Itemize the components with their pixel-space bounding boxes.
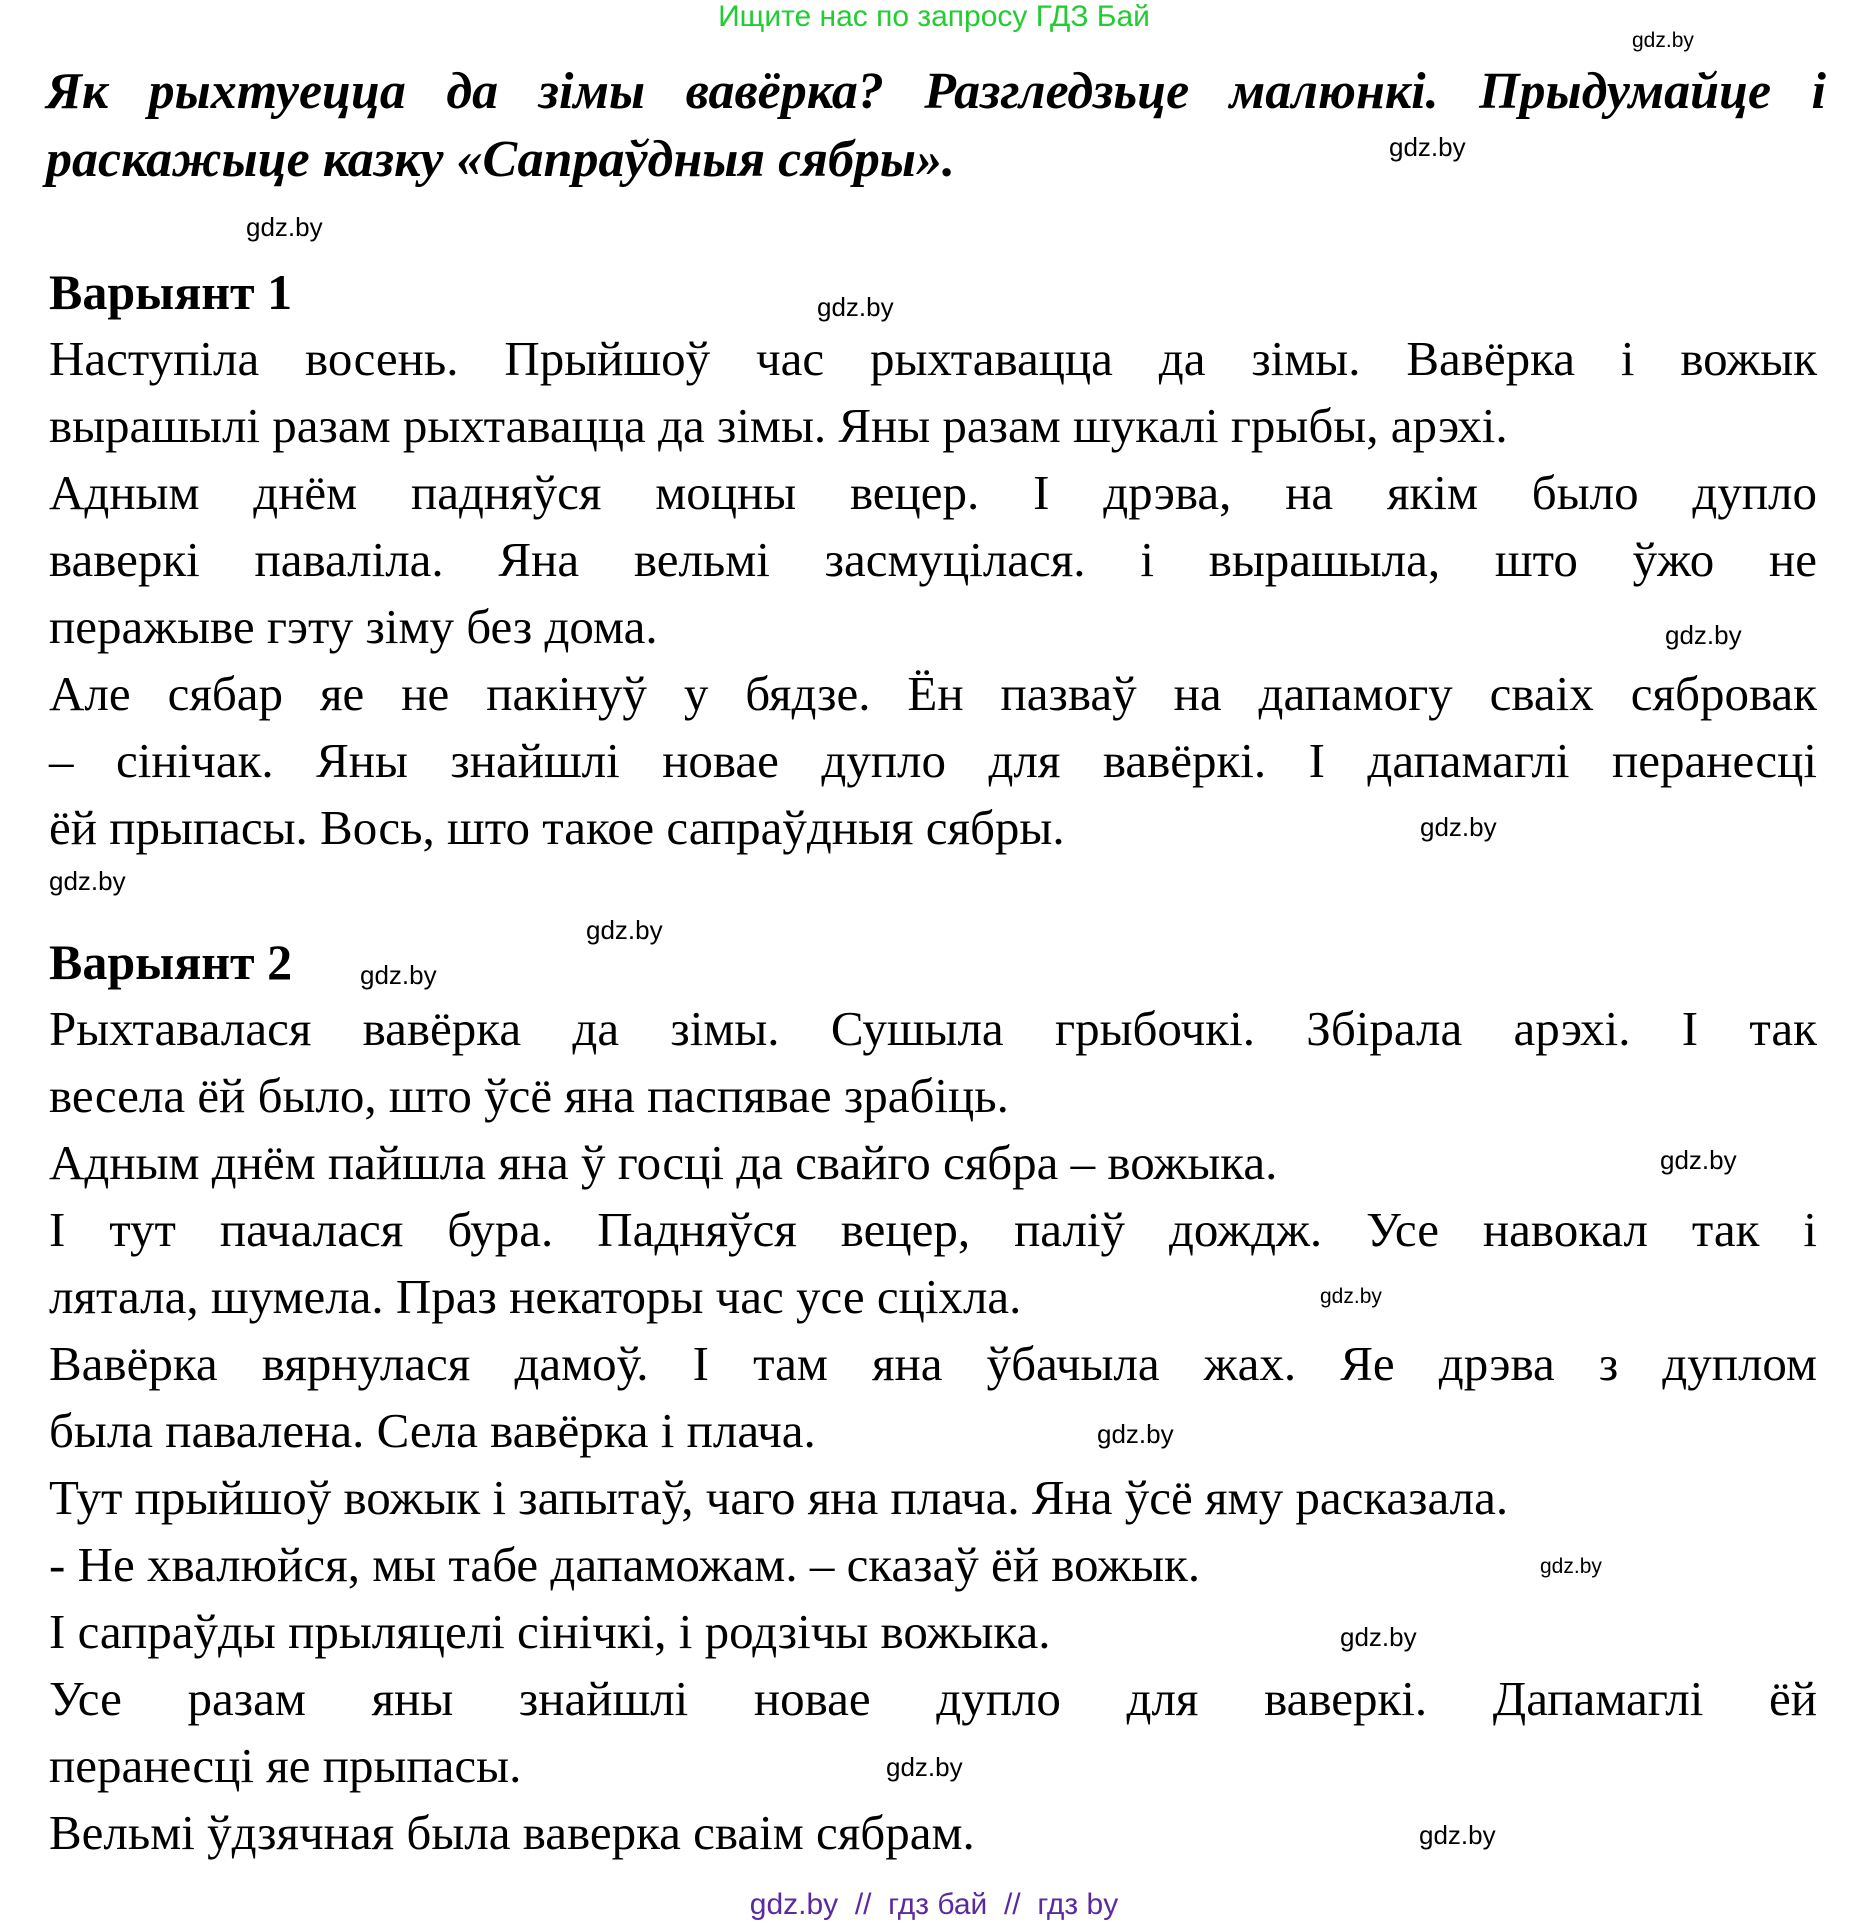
watermark: gdz.by	[1420, 812, 1497, 842]
watermark: gdz.by	[49, 866, 126, 896]
text-line: ваверкі паваліла. Яна вельмі засмуцілася. і вырашыла, што ўжо не	[49, 532, 1817, 587]
text-line: І тут пачалася бура. Падняўся вецер, паліў дождж. Усе навокал так і	[49, 1202, 1817, 1257]
watermark: gdz.by	[1097, 1419, 1174, 1449]
watermark: gdz.by	[1320, 1285, 1382, 1308]
text-line: - Не хвалюйся, мы табе дапаможам. – сказаў ёй вожык.	[49, 1537, 1201, 1592]
text-line: Вельмі ўдзячная была ваверка сваім сябрам.	[49, 1805, 975, 1860]
watermark: gdz.by	[1660, 1145, 1737, 1175]
text-line: ёй прыпасы. Вось, што такое сапраўдныя сябры.	[49, 800, 1065, 855]
text-line: Рыхтавалася вавёрка да зімы. Сушыла грыбочкі. Збірала арэхі. І так	[49, 1001, 1817, 1056]
watermark: gdz.by	[360, 960, 437, 990]
watermark: gdz.by	[1632, 29, 1694, 52]
text-line: – сінічак. Яны знайшлі новае дупло для вавёркі. І дапамаглі перанесці	[49, 733, 1817, 788]
title-line: раскажыце казку «Сапраўдныя сябры».	[46, 131, 955, 188]
footer-links: gdz.by // гдз бай // гдз by	[749, 1888, 1119, 1921]
text-line: Вавёрка вярнулася дамоў. І там яна ўбачыла жах. Яе дрэва з дуплом	[49, 1336, 1817, 1391]
task-title	[46, 58, 1826, 194]
variant1-heading: Варыянт 1	[49, 264, 293, 320]
watermark: gdz.by	[1419, 1820, 1496, 1850]
text-line: Тут прыйшоў вожык і запытаў, чаго яна плача. Яна ўсё яму расказала.	[49, 1470, 1509, 1525]
text-line: весела ёй было, што ўсё яна паспявае зрабіць.	[49, 1068, 1009, 1123]
watermark: gdz.by	[886, 1752, 963, 1782]
text-line: Наступіла восень. Прыйшоў час рыхтавацца да зімы. Вавёрка і вожык	[49, 331, 1817, 386]
variant2-heading: Варыянт 2	[49, 934, 293, 990]
variant1-text	[49, 325, 1817, 861]
text-line: вырашылі разам рыхтавацца да зімы. Яны разам шукалі грыбы, арэхі.	[49, 398, 1508, 453]
text-line: перанесці яе прыпасы.	[49, 1738, 522, 1793]
variant2-text	[49, 995, 1817, 1866]
text-line: Усе разам яны знайшлі новае дупло для ваверкі. Дапамаглі ёй	[49, 1671, 1817, 1726]
text-line: Адным днём пайшла яна ў госці да свайго сябра – вожыка.	[49, 1135, 1278, 1190]
title-line: Як рыхтуецца да зімы вавёрка? Разгледзьце малюнкі. Прыдумайце і	[46, 63, 1826, 120]
watermark: gdz.by	[1340, 1622, 1417, 1652]
text-line: была павалена. Села вавёрка і плача.	[49, 1403, 816, 1458]
watermark: gdz.by	[817, 292, 894, 322]
text-line: перажыве гэту зіму без дома.	[49, 599, 658, 654]
watermark: gdz.by	[246, 212, 323, 242]
text-line: Але сябар яе не пакінуў у бядзе. Ён пазваў на дапамогу сваіх сябровак	[49, 666, 1817, 721]
watermark: gdz.by	[1665, 620, 1742, 650]
watermark: gdz.by	[1540, 1555, 1602, 1578]
text-line: І сапраўды прыляцелі сінічкі, і родзічы вожыка.	[49, 1604, 1051, 1659]
search-hint-banner: Ищите нас по запросу ГДЗ Бай	[718, 0, 1150, 33]
watermark: gdz.by	[1389, 132, 1466, 162]
text-line: Адным днём падняўся моцны вецер. І дрэва, на якім было дупло	[49, 465, 1817, 520]
text-line: лятала, шумела. Праз некаторы час усе сціхла.	[49, 1269, 1022, 1324]
watermark: gdz.by	[586, 915, 663, 945]
